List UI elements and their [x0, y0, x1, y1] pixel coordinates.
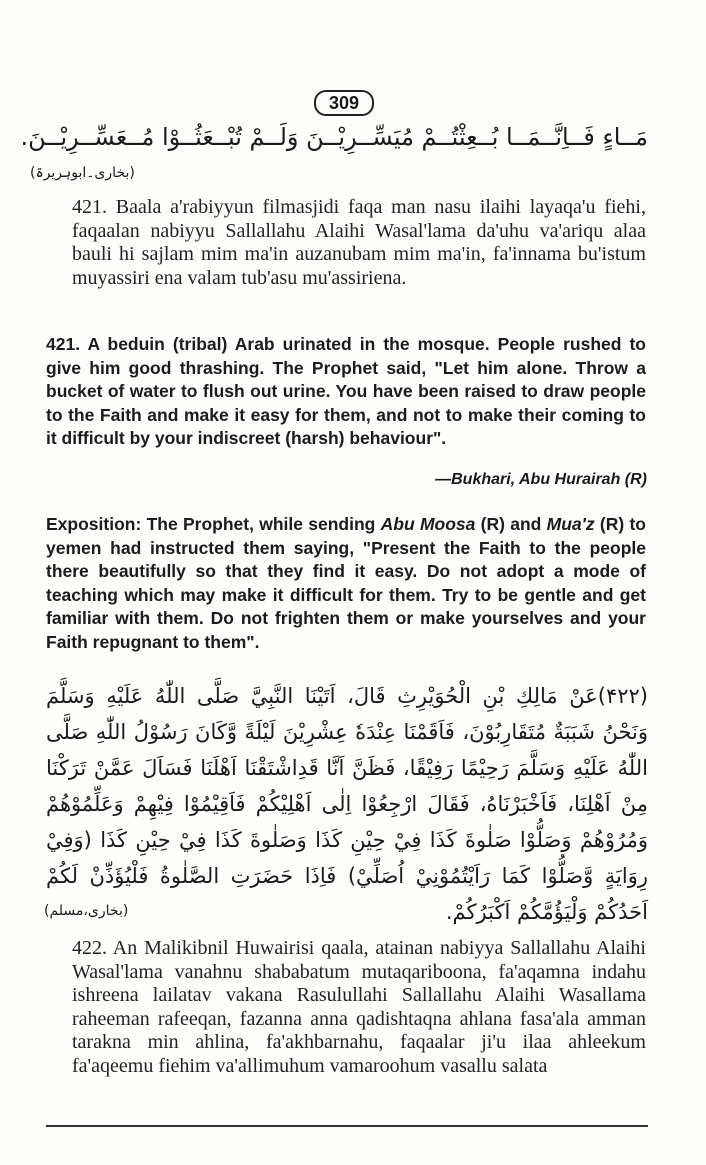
- arabic-text-hadith-421-end: مَــاءٍ فَــاِنَّــمَــا بُــعِثْتُــمْ مُيَسِّــرِيْــنَ وَلَــمْ تُبْــعَثُــوْا مُــعَسِّــرِيْــنَ.: [20, 123, 648, 151]
- exposition-name-abu-moosa: Abu Moosa: [380, 514, 476, 534]
- translation-421: 421. A beduin (tribal) Arab urinated in the mosque. People rushed to give him good thrashing. The Prophet said, "Let him alone. Throw a bucket of water to flush out urine. You have been raised to draw people to the Faith and make it easy for them, and not to make their coming to it difficult by your indiscreet (harsh) behaviour".: [46, 334, 646, 448]
- arabic-reference-421: (بخاری۔ابوہریرۃ): [30, 165, 135, 181]
- transliteration-421: 421. Baala a'rabiyyun filmasjidi faqa man nasu ilaihi layaqa'u fiehi, faqaalan nabiyyu Sallallahu Alaihi Wasal'lama da'uhu va'ariqu alaa bauli hi sajlam mim ma'in auzanubam mim ma'in, fa'innama bu'istum muyassiri ena valam tub'asu mu'assiriena.: [72, 196, 646, 289]
- arabic-text-hadith-422: (۴۲۲)عَنْ مَالِكِ بْنِ الْحُوَيْرِثِ قَالَ، اَتَيْنَا النَّبِيَّ صَلَّى اللّٰهُ عَلَيْهِ وَسَلَّمَ وَنَحْنُ شَبَبَةٌ مُتَقَارِبُوْنَ، فَاَقَمْنَا عِنْدَهٗ عِشْرِيْنَ لَيْلَةً وَّكَانَ رَسُوْلُ اللّٰهِ صَلَّى اللّٰهُ عَلَيْهِ وَسَلَّمَ رَحِيْمًا رَفِيْقًا، فَظَنَّ اَنَّا قَدِاشْتَقْنَا اَهْلَنَا فَسَاَلَ عَمَّنْ تَرَكْنَا مِنْ اَهْلِنَا، فَاَخْبَرْنَاهُ، فَقَالَ ارْجِعُوْا اِلٰى اَهْلِيْكُمْ فَاَقِيْمُوْا فِيْهِمْ وَعَلِّمُوْهُمْ وَمُرُوْهُمْ وَصَلُّوْا صَلٰوةَ كَذَا فِيْ حِيْنِ كَذَا وَصَلٰوةَ كَذَا فِيْ حِيْنِ كَذَا (وَفِيْ رِوَايَةٍ وَّصَلُّوْا كَمَا رَاَيْتُمُوْنِيْ اُصَلِّيْ) فَاِذَا حَضَرَتِ الصَّلٰوةُ فَلْيُؤَذِّنْ لَكُمْ اَحَدُكُمْ وَلْيَؤُمَّكُمْ اَكْبَرُكُمْ.: [46, 684, 648, 924]
- arabic-reference-422: (بخاری،مسلم): [44, 903, 129, 919]
- transliteration-422: 422. An Malikibnil Huwairisi qaala, atainan nabiyya Sallallahu Alaihi Wasal'lama vanahnu shababatum mutaqariboona, fa'aqamna indahu ishreena lailatav vakana Rasulullahi Sallallahu Alaihi Wasallama raheeman rafeeqan, fazanna anna qadishtaqna ahlana fasa'ala amman tarakna min ahlina, fa'akhbarnahu, faqaalar ji'u ilaa ahleekum fa'aqeemu fiehim va'allimuhum vamaroohum vasallu salata: [72, 937, 646, 1077]
- exposition-name-muaz: Mua'z: [546, 514, 595, 534]
- exposition-label: Exposition:: [46, 514, 142, 534]
- page-number: 309: [314, 90, 374, 116]
- exposition-text-part1: The Prophet, while sending: [141, 514, 381, 534]
- source-attribution-421: —Bukhari, Abu Hurairah (R): [435, 471, 647, 488]
- footer-rule: [46, 1125, 648, 1127]
- exposition-text-part3: (R) to yemen had instructed them saying, "Present the Faith to the people there beautifully so that they find it easy. Do not adopt a mode of teaching which may make it difficult for them. Try to be gentle and get familiar with them. Do not frighten them or make yourselves and your Faith repugnant to them".: [46, 514, 646, 652]
- exposition-text-part2: (R) and: [475, 514, 547, 534]
- exposition-paragraph: [46, 513, 646, 654]
